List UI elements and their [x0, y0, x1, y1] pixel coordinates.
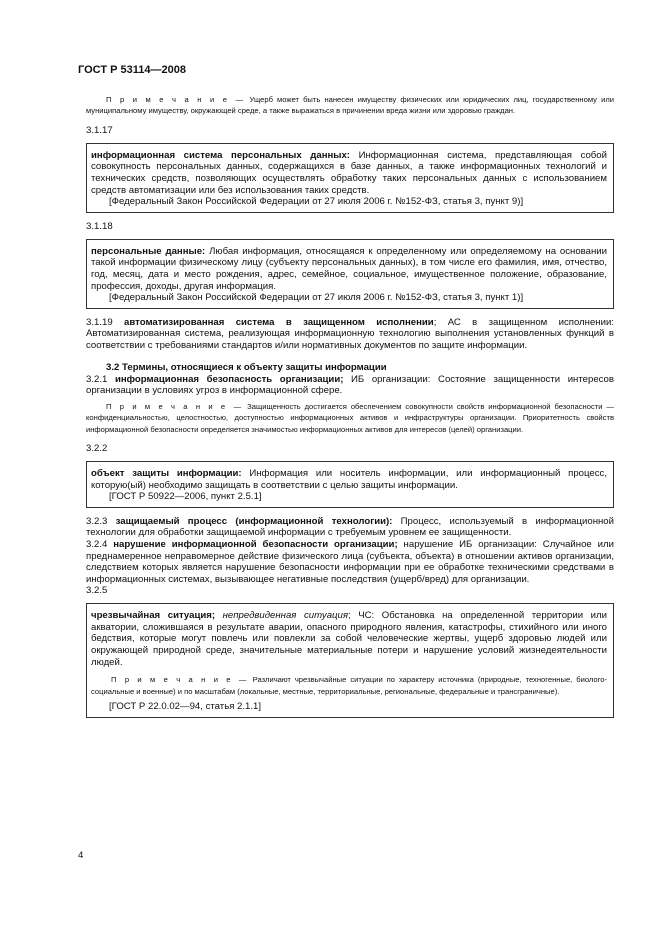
definition: Информация или носитель информации, или информационный процесс, которую(ый) необходимо защищать в соответствии с целью защиты информации. [91, 467, 607, 491]
clause-3-2-3 [86, 516, 614, 539]
clause-number-3-2-5: 3.2.5 [86, 585, 108, 597]
note-label: П р и м е ч а н и е — [106, 401, 244, 411]
term: автоматизированная система в защищенном исполнении [124, 316, 434, 328]
definition: ; ЧС: Обстановка на определенной территории или акватории, сложившаяся в результате аварии, опасного природного явления, катастрофы, стихийного или иного бедствия, которые могут повлечь или повлекли за собой человеческие жертвы, ущерб здоровью людей или окружающей природной среде, значительные материальные потери и нарушение условий жизнедеятельности людей. [91, 610, 607, 668]
note-damage [86, 94, 614, 117]
definition-box-3-2-5 [86, 603, 614, 717]
clause-number-3-1-18: 3.1.18 [86, 220, 113, 232]
definition: нарушение ИБ организации: Случайное или преднамеренное неправомерное действие физического лица (субъекта, объекта) в отношении активов организации, следствием которых является нарушение безопасности информации при ее обработке техническими средствами в информационных системах, вызывающее негативные последствия (ущерб/вред) для организации. [86, 538, 614, 585]
definition-box-3-1-17 [86, 143, 614, 213]
clause-number-3-2-2: 3.2.2 [86, 442, 108, 454]
term: чрезвычайная ситуация; [91, 610, 216, 622]
clause-number: 3.2.3 [86, 515, 108, 527]
note-label: П р и м е ч а н и е — [111, 675, 249, 685]
term: персональные данные: [91, 245, 206, 257]
term-alternative: непредвиденная ситуация [222, 610, 348, 622]
document-body [86, 94, 614, 726]
note-text: Ущерб может быть нанесен имуществу физических или юридических лиц, государственному или муниципальному имуществу, окружающей среде, а также выражаться в причинении вреда жизни или здоровью граждан. [86, 95, 614, 116]
definition: Процесс, используемый в информационной технологии для обработки защищаемой информации с требуемым уровнем ее защищенности. [86, 515, 614, 539]
definition: ; АС в защищенном исполнении: Автоматизированная система, реализующая информационную технологию выполнения установленных функций в соответствии с требованиями стандартов и/или нормативных документов по защите информации. [86, 316, 614, 351]
clause-3-2-1 [86, 374, 614, 397]
reference: [ГОСТ Р 22.0.02—94, статья 2.1.1] [109, 701, 262, 713]
reference: [Федеральный Закон Российской Федерации от 27 июля 2006 г. №152-ФЗ, статья 3, пункт 9)] [109, 196, 524, 208]
section-heading-3-2: 3.2 Термины, относящиеся к объекту защиты информации [106, 361, 387, 373]
clause-number: 3.2.1 [86, 373, 108, 385]
note-text: Защищенность достигается обеспечением совокупности свойств информационной безопасности — конфиденциальностью, целостностью, доступностью информационных активов и инфраструктуры организации. Приоритетность свойств информационной безопасности определяется значимостью информационных активов для интересов (целей) организации. [86, 401, 614, 434]
definition-text [91, 246, 607, 292]
document-header: ГОСТ Р 53114—2008 [78, 64, 186, 76]
term: защищаемый процесс (информационной технологии): [115, 515, 393, 527]
clause-number-3-1-17: 3.1.17 [86, 124, 113, 136]
term: информационная система персональных данных: [91, 149, 351, 161]
clause-3-1-19 [86, 317, 614, 352]
definition-box-3-1-18 [86, 239, 614, 309]
reference: [Федеральный Закон Российской Федерации от 27 июля 2006 г. №152-ФЗ, статья 3, пункт 1)] [109, 292, 524, 304]
definition: Информационная система, представляющая собой совокупность персональных данных, содержащихся в базе данных, а также информационных технологий и технических средств, позволяющих осуществлять обработку таких персональных данных с использованием средств автоматизации или без использования таких средств. [91, 149, 607, 196]
note-label: П р и м е ч а н и е — [106, 95, 246, 104]
definition: Любая информация, относящаяся к определенному или определяемому на основании такой информации физическому лицу (субъекту персональных данных), в том числе его фамилия, имя, отчество, год, месяц, дата и место рождения, адрес, семейное, социальное, имущественное положение, образование, профессия, доходы, другая информация. [91, 245, 607, 292]
note-text: Различают чрезвычайные ситуации по характеру источника (природные, техногенные, биолого-социальные и военные) и по масштабам (локальные, местные, территориальные, региональные, федеральные и трансграничные). [91, 675, 607, 696]
clause-number: 3.2.4 [86, 538, 108, 550]
definition: ИБ организации: Состояние защищенности интересов организации в условиях угроз в информационной сфере. [86, 373, 614, 397]
definition-box-3-2-2 [86, 461, 614, 508]
page-number: 4 [78, 850, 84, 861]
term: информационная безопасность организации; [114, 373, 344, 385]
reference: [ГОСТ Р 50922—2006, пункт 2.5.1] [109, 491, 262, 503]
note-security [86, 401, 614, 435]
clause-3-2-4 [86, 539, 614, 585]
definition-text [91, 150, 607, 196]
definition-text [91, 610, 607, 668]
note-emergency [91, 674, 607, 697]
clause-number: 3.1.19 [86, 316, 113, 328]
definition-text [91, 468, 607, 491]
term: нарушение информационной безопасности организации; [113, 538, 398, 550]
term: объект защиты информации: [91, 467, 242, 479]
